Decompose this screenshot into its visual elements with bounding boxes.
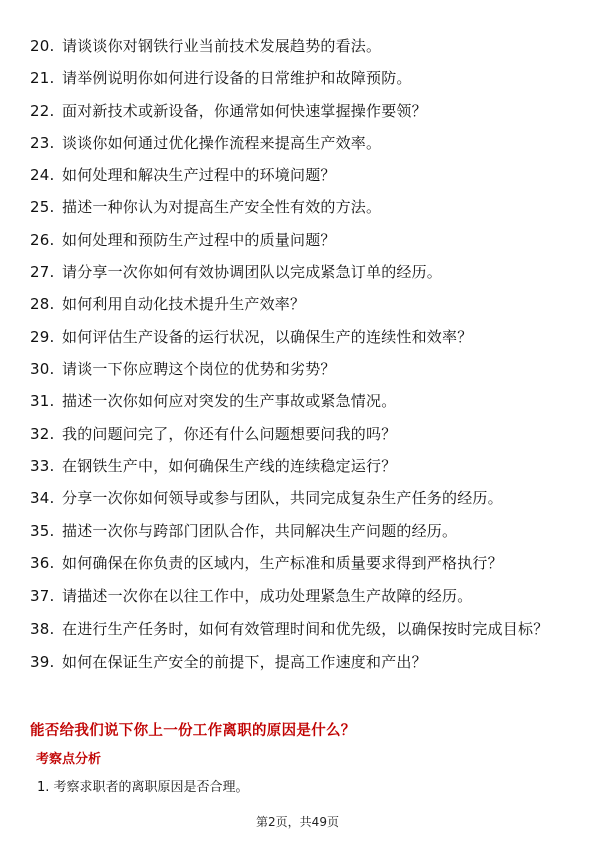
section-question-title: 能否给我们说下你上一份工作离职的原因是什么？ (30, 723, 356, 739)
question-text: 描述一种你认为对提高生产安全性有效的方法。 (62, 198, 382, 217)
question-item (30, 101, 560, 121)
question-text: 描述一次你如何应对突发的生产事故或紧急情况。 (62, 392, 397, 411)
question-item (30, 36, 560, 56)
question-item (30, 488, 560, 508)
question-text: 请谈一下你应聘这个岗位的优势和劣势？ (62, 359, 336, 378)
question-number: 20. (30, 37, 55, 55)
question-number: 39. (30, 652, 55, 671)
question-number: 22. (30, 101, 55, 120)
question-item (30, 391, 560, 411)
question-number: 35. (30, 522, 55, 541)
question-number: 23. (30, 133, 55, 152)
analysis-point: 1. 考察求职者的离职原因是否合理。 (37, 780, 249, 795)
question-number: 37. (30, 587, 55, 606)
question-text: 谈谈你如何通过优化操作流程来提高生产效率。 (62, 133, 382, 152)
question-item (30, 68, 560, 88)
question-item (30, 359, 560, 379)
question-text: 面对新技术或新设备，你通常如何快速掌握操作要领？ (62, 101, 427, 120)
question-number: 30. (30, 359, 55, 378)
question-item (30, 165, 560, 185)
question-number: 21. (30, 69, 55, 88)
question-item (30, 619, 560, 639)
question-item (30, 262, 560, 282)
question-item (30, 521, 560, 541)
question-item (30, 553, 560, 573)
question-text: 我的问题问完了，你还有什么问题想要问我的吗？ (62, 424, 397, 443)
question-item (30, 456, 560, 476)
question-item (30, 586, 560, 606)
question-item (30, 133, 560, 153)
question-item (30, 294, 560, 314)
question-text: 请描述一次你在以往工作中，成功处理紧急生产故障的经历。 (62, 587, 473, 606)
question-number: 32. (30, 424, 55, 443)
question-number: 26. (30, 230, 55, 249)
question-number: 31. (30, 392, 55, 411)
question-text: 如何利用自动化技术提升生产效率？ (62, 295, 306, 314)
question-text: 如何在保证生产安全的前提下，提高工作速度和产出？ (62, 652, 427, 671)
question-number: 33. (30, 456, 55, 475)
question-item (30, 230, 560, 250)
question-text: 如何处理和解决生产过程中的环境问题？ (62, 166, 336, 185)
question-number: 28. (30, 295, 55, 314)
question-text: 如何处理和预防生产过程中的质量问题？ (62, 230, 336, 249)
question-text: 描述一次你与跨部门团队合作，共同解决生产问题的经历。 (62, 522, 458, 541)
question-item (30, 197, 560, 217)
question-number: 38. (30, 619, 55, 638)
question-number: 29. (30, 327, 55, 346)
question-text: 在进行生产任务时，如何有效管理时间和优先级，以确保按时完成目标？ (62, 619, 549, 638)
question-text: 请举例说明你如何进行设备的日常维护和故障预防。 (62, 69, 412, 88)
question-text: 如何确保在你负责的区域内，生产标准和质量要求得到严格执行？ (62, 554, 503, 573)
question-item (30, 424, 560, 444)
question-text: 在钢铁生产中，如何确保生产线的连续稳定运行？ (62, 456, 397, 475)
question-list (30, 36, 560, 684)
question-number: 24. (30, 166, 55, 185)
question-item (30, 652, 560, 672)
page-footer: 第2页，共49页 (256, 815, 339, 829)
question-number: 34. (30, 489, 55, 508)
analysis-heading: 考察点分析 (36, 752, 102, 767)
question-text: 请分享一次你如何有效协调团队以完成紧急订单的经历。 (62, 263, 443, 282)
question-item (30, 327, 560, 347)
question-number: 36. (30, 554, 55, 573)
question-number: 25. (30, 198, 55, 217)
question-text: 请谈谈你对钢铁行业当前技术发展趋势的看法。 (62, 37, 382, 55)
question-text: 分享一次你如何领导或参与团队，共同完成复杂生产任务的经历。 (62, 489, 503, 508)
question-number: 27. (30, 263, 55, 282)
question-text: 如何评估生产设备的运行状况，以确保生产的连续性和效率？ (62, 327, 473, 346)
